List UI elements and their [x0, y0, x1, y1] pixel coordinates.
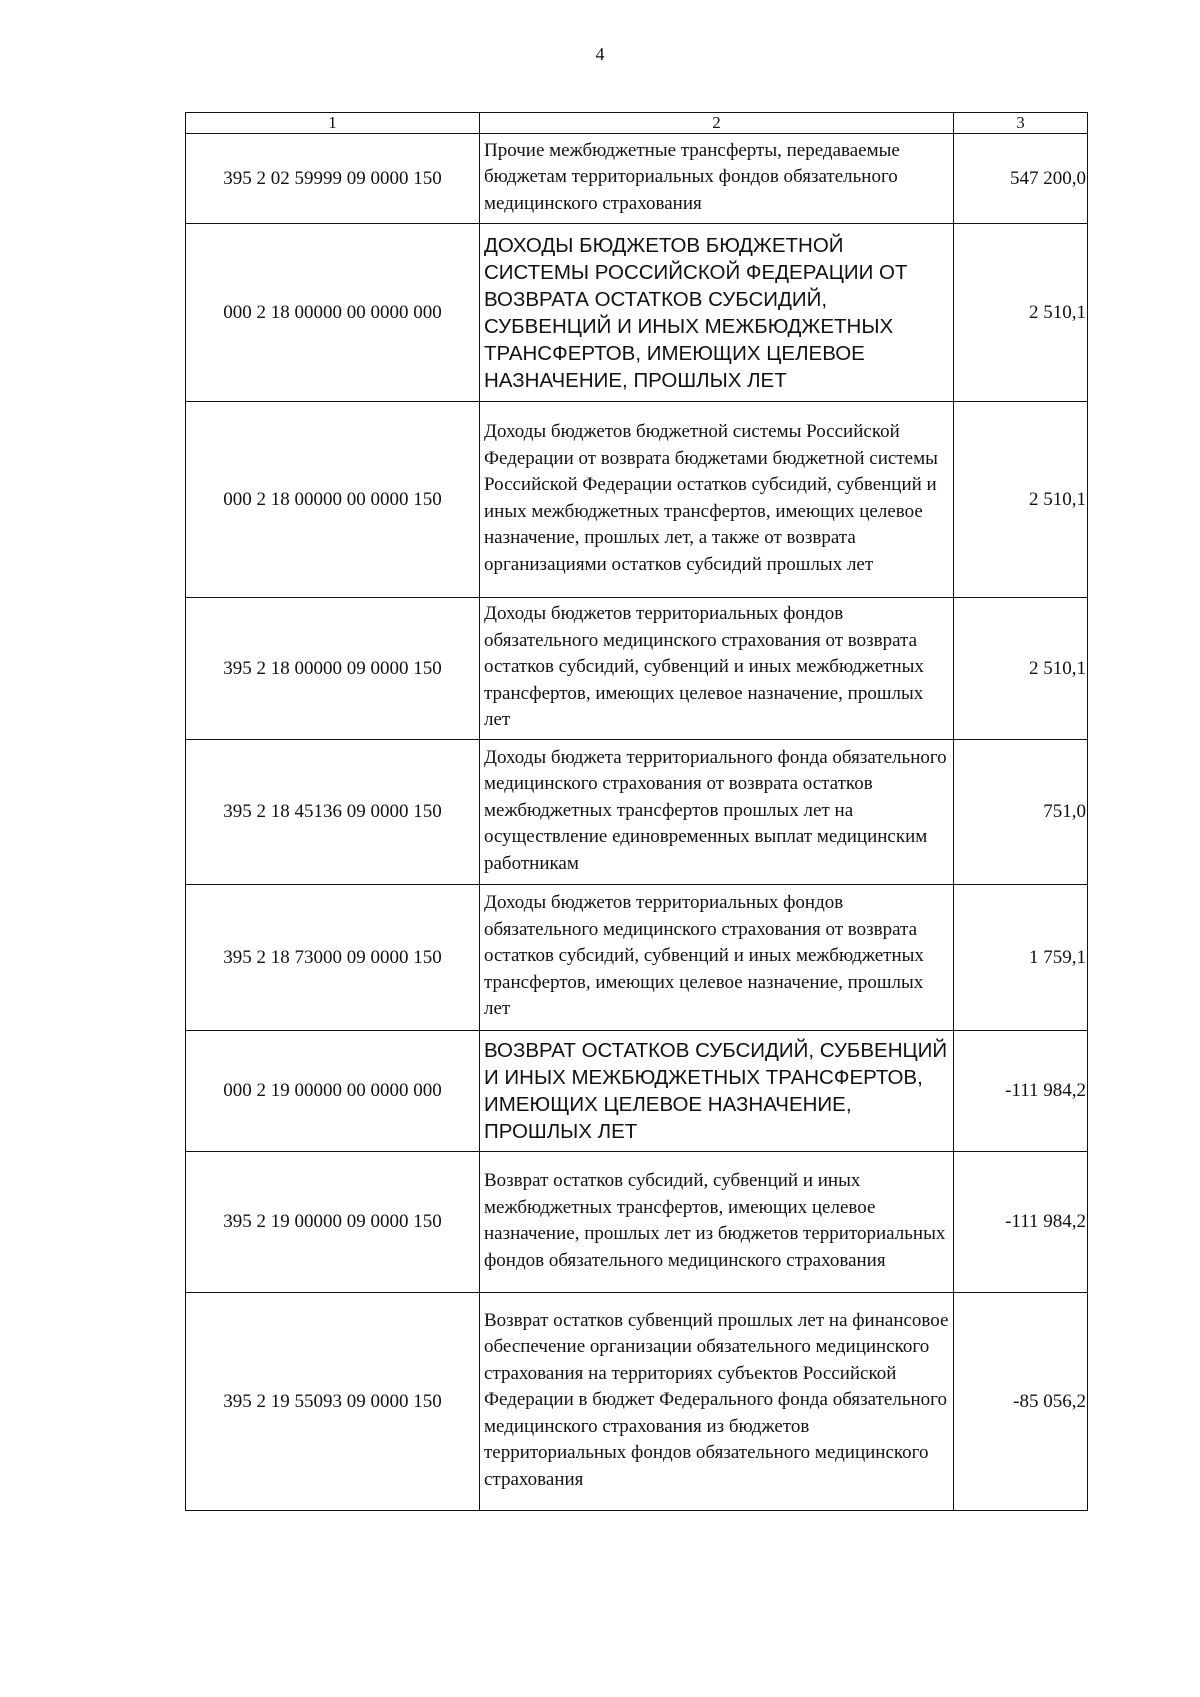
table-row	[186, 134, 1088, 224]
amount-cell: 2 510,1	[954, 402, 1088, 598]
description-cell: Возврат остатков субвенций прошлых лет на финансовое обеспечение организации обязательного медицинского страхования на территориях субъектов Российской Федерации в бюджет Федерального фонда обязательного медицинского страхования из бюджетов территориальных фондов обязательного медицинского страхования	[480, 1293, 954, 1511]
amount-cell: 2 510,1	[954, 598, 1088, 740]
column-header-2: 2	[480, 113, 954, 134]
amount-cell: 1 759,1	[954, 885, 1088, 1031]
amount-cell: 751,0	[954, 740, 1088, 885]
description-cell: Доходы бюджетов территориальных фондов обязательного медицинского страхования от возврата остатков субсидий, субвенций и иных межбюджетных трансфертов, имеющих целевое назначение, прошлых лет	[480, 885, 954, 1031]
budget-code-cell: 395 2 19 55093 09 0000 150	[186, 1293, 480, 1511]
description-cell: Доходы бюджета территориального фонда обязательного медицинского страхования от возврата остатков межбюджетных трансфертов прошлых лет на осуществление единовременных выплат медицинским работникам	[480, 740, 954, 885]
table-row	[186, 224, 1088, 402]
amount-cell: -111 984,2	[954, 1152, 1088, 1293]
description-cell: Прочие межбюджетные трансферты, передаваемые бюджетам территориальных фондов обязательного медицинского страхования	[480, 134, 954, 224]
column-header-row	[186, 113, 1088, 134]
budget-code-cell: 395 2 18 73000 09 0000 150	[186, 885, 480, 1031]
table-row	[186, 740, 1088, 885]
budget-code-cell: 395 2 02 59999 09 0000 150	[186, 134, 480, 224]
budget-table	[185, 112, 1088, 1511]
description-cell: Возврат остатков субсидий, субвенций и иных межбюджетных трансфертов, имеющих целевое назначение, прошлых лет из бюджетов территориальных фондов обязательного медицинского страхования	[480, 1152, 954, 1293]
amount-cell: 2 510,1	[954, 224, 1088, 402]
column-header-1: 1	[186, 113, 480, 134]
page-number: 4	[595, 44, 605, 64]
amount-cell: -111 984,2	[954, 1031, 1088, 1152]
column-header-3: 3	[954, 113, 1088, 134]
table-row	[186, 1152, 1088, 1293]
amount-cell: 547 200,0	[954, 134, 1088, 224]
description-cell: ДОХОДЫ БЮДЖЕТОВ БЮДЖЕТНОЙ СИСТЕМЫ РОССИЙСКОЙ ФЕДЕРАЦИИ ОТ ВОЗВРАТА ОСТАТКОВ СУБСИДИЙ, СУБВЕНЦИЙ И ИНЫХ МЕЖБЮДЖЕТНЫХ ТРАНСФЕРТОВ, ИМЕЮЩИХ ЦЕЛЕВОЕ НАЗНАЧЕНИЕ, ПРОШЛЫХ ЛЕТ	[480, 224, 954, 402]
budget-code-cell: 000 2 19 00000 00 0000 000	[186, 1031, 480, 1152]
table-row	[186, 598, 1088, 740]
budget-code-cell: 000 2 18 00000 00 0000 000	[186, 224, 480, 402]
description-cell: ВОЗВРАТ ОСТАТКОВ СУБСИДИЙ, СУБВЕНЦИЙ И ИНЫХ МЕЖБЮДЖЕТНЫХ ТРАНСФЕРТОВ, ИМЕЮЩИХ ЦЕЛЕВОЕ НАЗНАЧЕНИЕ, ПРОШЛЫХ ЛЕТ	[480, 1031, 954, 1152]
table-row	[186, 885, 1088, 1031]
budget-code-cell: 395 2 18 45136 09 0000 150	[186, 740, 480, 885]
table-row	[186, 1293, 1088, 1511]
budget-code-cell: 395 2 19 00000 09 0000 150	[186, 1152, 480, 1293]
amount-cell: -85 056,2	[954, 1293, 1088, 1511]
table-row	[186, 1031, 1088, 1152]
budget-code-cell: 000 2 18 00000 00 0000 150	[186, 402, 480, 598]
description-cell: Доходы бюджетов территориальных фондов обязательного медицинского страхования от возврата остатков субсидий, субвенций и иных межбюджетных трансфертов, имеющих целевое назначение, прошлых лет	[480, 598, 954, 740]
budget-code-cell: 395 2 18 00000 09 0000 150	[186, 598, 480, 740]
table-row	[186, 402, 1088, 598]
description-cell: Доходы бюджетов бюджетной системы Российской Федерации от возврата бюджетами бюджетной системы Российской Федерации остатков субсидий, субвенций и иных межбюджетных трансфертов, имеющих целевое назначение, прошлых лет, а также от возврата организациями остатков субсидий прошлых лет	[480, 402, 954, 598]
